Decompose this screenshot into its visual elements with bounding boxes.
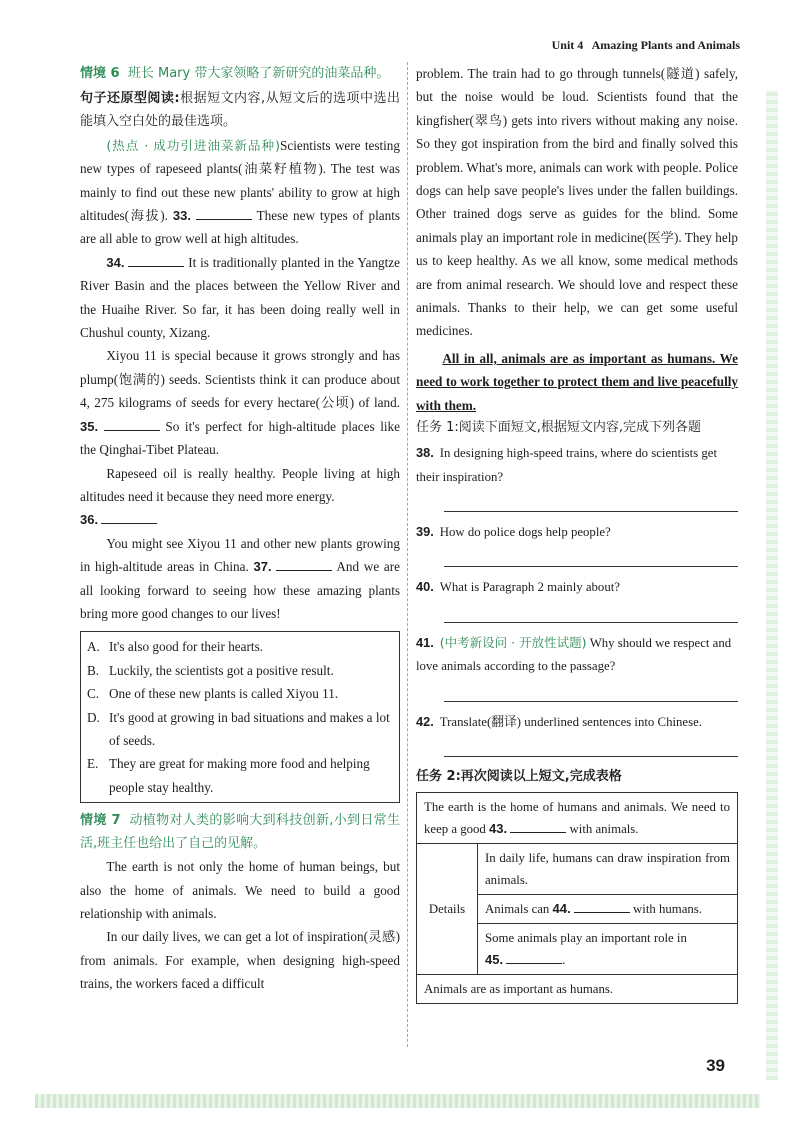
- detail-2-text-b: with humans.: [633, 902, 702, 917]
- table-row: [417, 793, 738, 844]
- scene-6-text: 班长 Mary 带大家领略了新研究的油菜品种。: [127, 66, 390, 81]
- answer-line-39[interactable]: [444, 548, 738, 567]
- task-2-title-text: 任务 2:再次阅读以上短文,完成表格: [416, 768, 622, 784]
- task-6-label: 句子还原型阅读:: [80, 91, 180, 106]
- new-question-tag: (中考新设问 · 开放性试题): [439, 634, 587, 650]
- answer-line-41[interactable]: [444, 683, 738, 702]
- row1-text: The earth is the home of humans and animals. We need to keep a good: [424, 800, 730, 837]
- decorative-bottom-band: [35, 1094, 760, 1108]
- question-number: 40.: [416, 579, 434, 595]
- blank-36-number: 36.: [80, 512, 99, 528]
- question-text: Translate(翻译) underlined sentences into Chinese.: [439, 714, 702, 729]
- question-41: [416, 631, 738, 679]
- blank-34[interactable]: [128, 253, 184, 267]
- option-letter: C.: [87, 686, 100, 702]
- p3-text-b: So it's perfect for high-altitude places like the Qinghai-Tibet Plateau.: [80, 418, 401, 458]
- blank-36[interactable]: [101, 510, 157, 524]
- answer-line-42[interactable]: [444, 738, 738, 757]
- blank-37[interactable]: [276, 557, 332, 571]
- option-letter: A.: [87, 639, 100, 655]
- passage1-para1: [80, 134, 400, 251]
- passage1-para2: [80, 251, 400, 345]
- option-e[interactable]: [87, 752, 393, 799]
- passage1-para4: [80, 462, 400, 509]
- p4-text: Rapeseed oil is really healthy. People living at high altitudes need it because they need more energy.: [80, 465, 400, 504]
- option-letter: B.: [87, 662, 100, 678]
- p2-text: It is traditionally planted in the Yangtze River Basin and the places between the Yellow River and the Huaihe River. So far, it has been doing really well in Chushul county, Xizang.: [80, 254, 401, 341]
- blank-44[interactable]: [574, 899, 630, 913]
- task-2-title: [416, 765, 738, 788]
- p5-text: You might see Xiyou 11 and other new plants growing in high-altitude areas in China.: [80, 535, 400, 575]
- right-column: [416, 62, 738, 1004]
- table-cell-last: [417, 975, 738, 1004]
- detail-3-text: Some animals play an important role in: [485, 931, 687, 946]
- scene-6-tag: 情境 6: [80, 66, 120, 81]
- passage2-para2b: [416, 62, 738, 343]
- p3-text-a: Xiyou 11 is special because it grows strongly and has plump(饱满的) seeds. Scientists think it can produce about 4, 275 kilograms of seeds for every hectare(公顷) of land.: [80, 348, 400, 411]
- options-box: [80, 631, 400, 803]
- passage2-para1: [80, 855, 400, 925]
- unit-title: Amazing Plants and Animals: [591, 38, 740, 52]
- question-number: 42.: [416, 713, 434, 729]
- option-a[interactable]: [87, 635, 393, 658]
- passage2-p2a-text: In our daily lives, we can get a lot of inspiration(灵感) from animals. For example, when designing high-speed trains, the workers faced a difficult: [80, 929, 400, 992]
- hot-topic-tag: (热点 · 成功引进油菜新品种): [106, 137, 280, 153]
- table-row: [417, 844, 738, 895]
- detail-2-text: Animals can: [485, 902, 550, 917]
- option-d[interactable]: [87, 706, 393, 753]
- option-text: They are great for making more food and helping people stay healthy.: [109, 756, 370, 795]
- decorative-side-band: [766, 90, 778, 1080]
- summary-table: [416, 792, 738, 1004]
- blank-36-line: [80, 508, 400, 531]
- passage2-para2a: [80, 925, 400, 995]
- p1-text-a: Scientists were testing new types of rapeseed plants(油菜籽植物). The test was mainly to find out these new plants' ability to grow at high altitudes(海拔).: [80, 137, 400, 224]
- table-cell-row1: [417, 793, 738, 844]
- option-letter: D.: [87, 709, 100, 725]
- page-number: 39: [706, 1056, 725, 1075]
- question-number: 38.: [416, 445, 434, 461]
- passage2-p2b-text: problem. The train had to go through tunnels(隧道) safely, but the noise would be loud. Scientists found that the kingfisher(翠鸟) gets into rivers without making any noise. So they got inspiration from the bird and finally solved this problem. What's more, animals can work with people. Police dogs can help save people's lives under the fallen buildings. Other trained dogs serve as guides for the blind. Some animals play an important role in medicine(医学). They help us to keep healthy. As we all know, some medical methods are from animal research. We should love and respect these animals. Thanks to their help, we can get some useful medicines.: [416, 66, 738, 339]
- underlined-sentences: All in all, animals are as important as humans. We need to work together to protect them and live peacefully with them.: [416, 350, 738, 413]
- p5-text-b: And we are all looking forward to seeing how these amazing plants bring more good changes to our lives!: [80, 559, 401, 621]
- blank-43-number: 43.: [489, 821, 508, 837]
- task-1-title: [416, 417, 738, 439]
- question-42: [416, 710, 738, 734]
- question-number: 39.: [416, 523, 434, 539]
- question-text: How do police dogs help people?: [439, 524, 611, 539]
- left-column: [80, 62, 400, 996]
- option-text: It's also good for their hearts.: [109, 639, 263, 655]
- question-text: Why should we respect and love animals according to the passage?: [416, 635, 732, 674]
- task-6-text: 根据短文内容,从短文后的选项中选出能填入空白处的最佳选项。: [80, 91, 400, 130]
- blank-33[interactable]: [196, 206, 252, 220]
- blank-34-number: 34.: [106, 254, 125, 270]
- question-40: [416, 575, 738, 599]
- details-cell: [417, 844, 478, 975]
- passage2-p1-text: The earth is not only the home of human beings, but also the home of animals. We need to build a good relationship with animals.: [80, 859, 400, 921]
- question-text: In designing high-speed trains, where do scientists get their inspiration?: [416, 446, 718, 484]
- unit-label: Unit 4: [551, 38, 584, 52]
- table-row: [417, 975, 738, 1004]
- option-text: Luckily, the scientists got a positive result.: [109, 662, 334, 678]
- scene-7-tag: 情境 7: [80, 813, 121, 829]
- option-c[interactable]: [87, 682, 393, 705]
- detail-2-cell: [478, 895, 738, 924]
- detail-1-cell: [478, 844, 738, 895]
- row1-text-b: with animals.: [569, 822, 639, 837]
- task-6-instruction: [80, 87, 400, 134]
- answer-line-40[interactable]: [444, 604, 738, 623]
- blank-43[interactable]: [510, 819, 566, 833]
- column-divider: [407, 62, 408, 1047]
- scene-6: [80, 62, 400, 85]
- blank-35[interactable]: [104, 417, 160, 431]
- last-row-text: Animals are as important as humans.: [424, 982, 614, 997]
- scene-7: [80, 809, 400, 855]
- blank-44-number: 44.: [552, 901, 571, 917]
- option-text: It's good at growing in bad situations and makes a lot of seeds.: [109, 709, 390, 748]
- detail-3-cell: Some animals play an important role in 45. .: [478, 924, 738, 975]
- blank-37-number: 37.: [253, 559, 272, 575]
- unit-header: [552, 38, 740, 53]
- passage1-para3: [80, 344, 400, 461]
- option-letter: E.: [87, 756, 99, 772]
- blank-35-number: 35.: [80, 418, 99, 434]
- passage1-para5: [80, 532, 400, 626]
- task-1-title-text: 任务 1:阅读下面短文,根据短文内容,完成下列各题: [416, 420, 702, 436]
- option-b[interactable]: [87, 659, 393, 682]
- blank-33-number: 33.: [172, 208, 191, 224]
- option-text: One of these new plants is called Xiyou 11.: [109, 686, 339, 702]
- blank-45[interactable]: [506, 950, 562, 964]
- passage2-para3: [416, 347, 738, 417]
- blank-45-number: 45.: [485, 952, 504, 968]
- scene-7-text: 动植物对人类的影响大到科技创新,小到日常生活,班主任也给出了自己的见解。: [80, 813, 400, 852]
- details-label: Details: [428, 902, 466, 917]
- question-number: 41.: [416, 634, 434, 650]
- p1-text-b: These new types of plants are all able to grow well at high altitudes.: [80, 208, 401, 247]
- question-text: What is Paragraph 2 mainly about?: [439, 580, 620, 595]
- question-38: [416, 441, 738, 489]
- detail-1-text: In daily life, humans can draw inspiration from animals.: [485, 851, 730, 888]
- answer-line-38[interactable]: [444, 493, 738, 512]
- question-39: [416, 520, 738, 544]
